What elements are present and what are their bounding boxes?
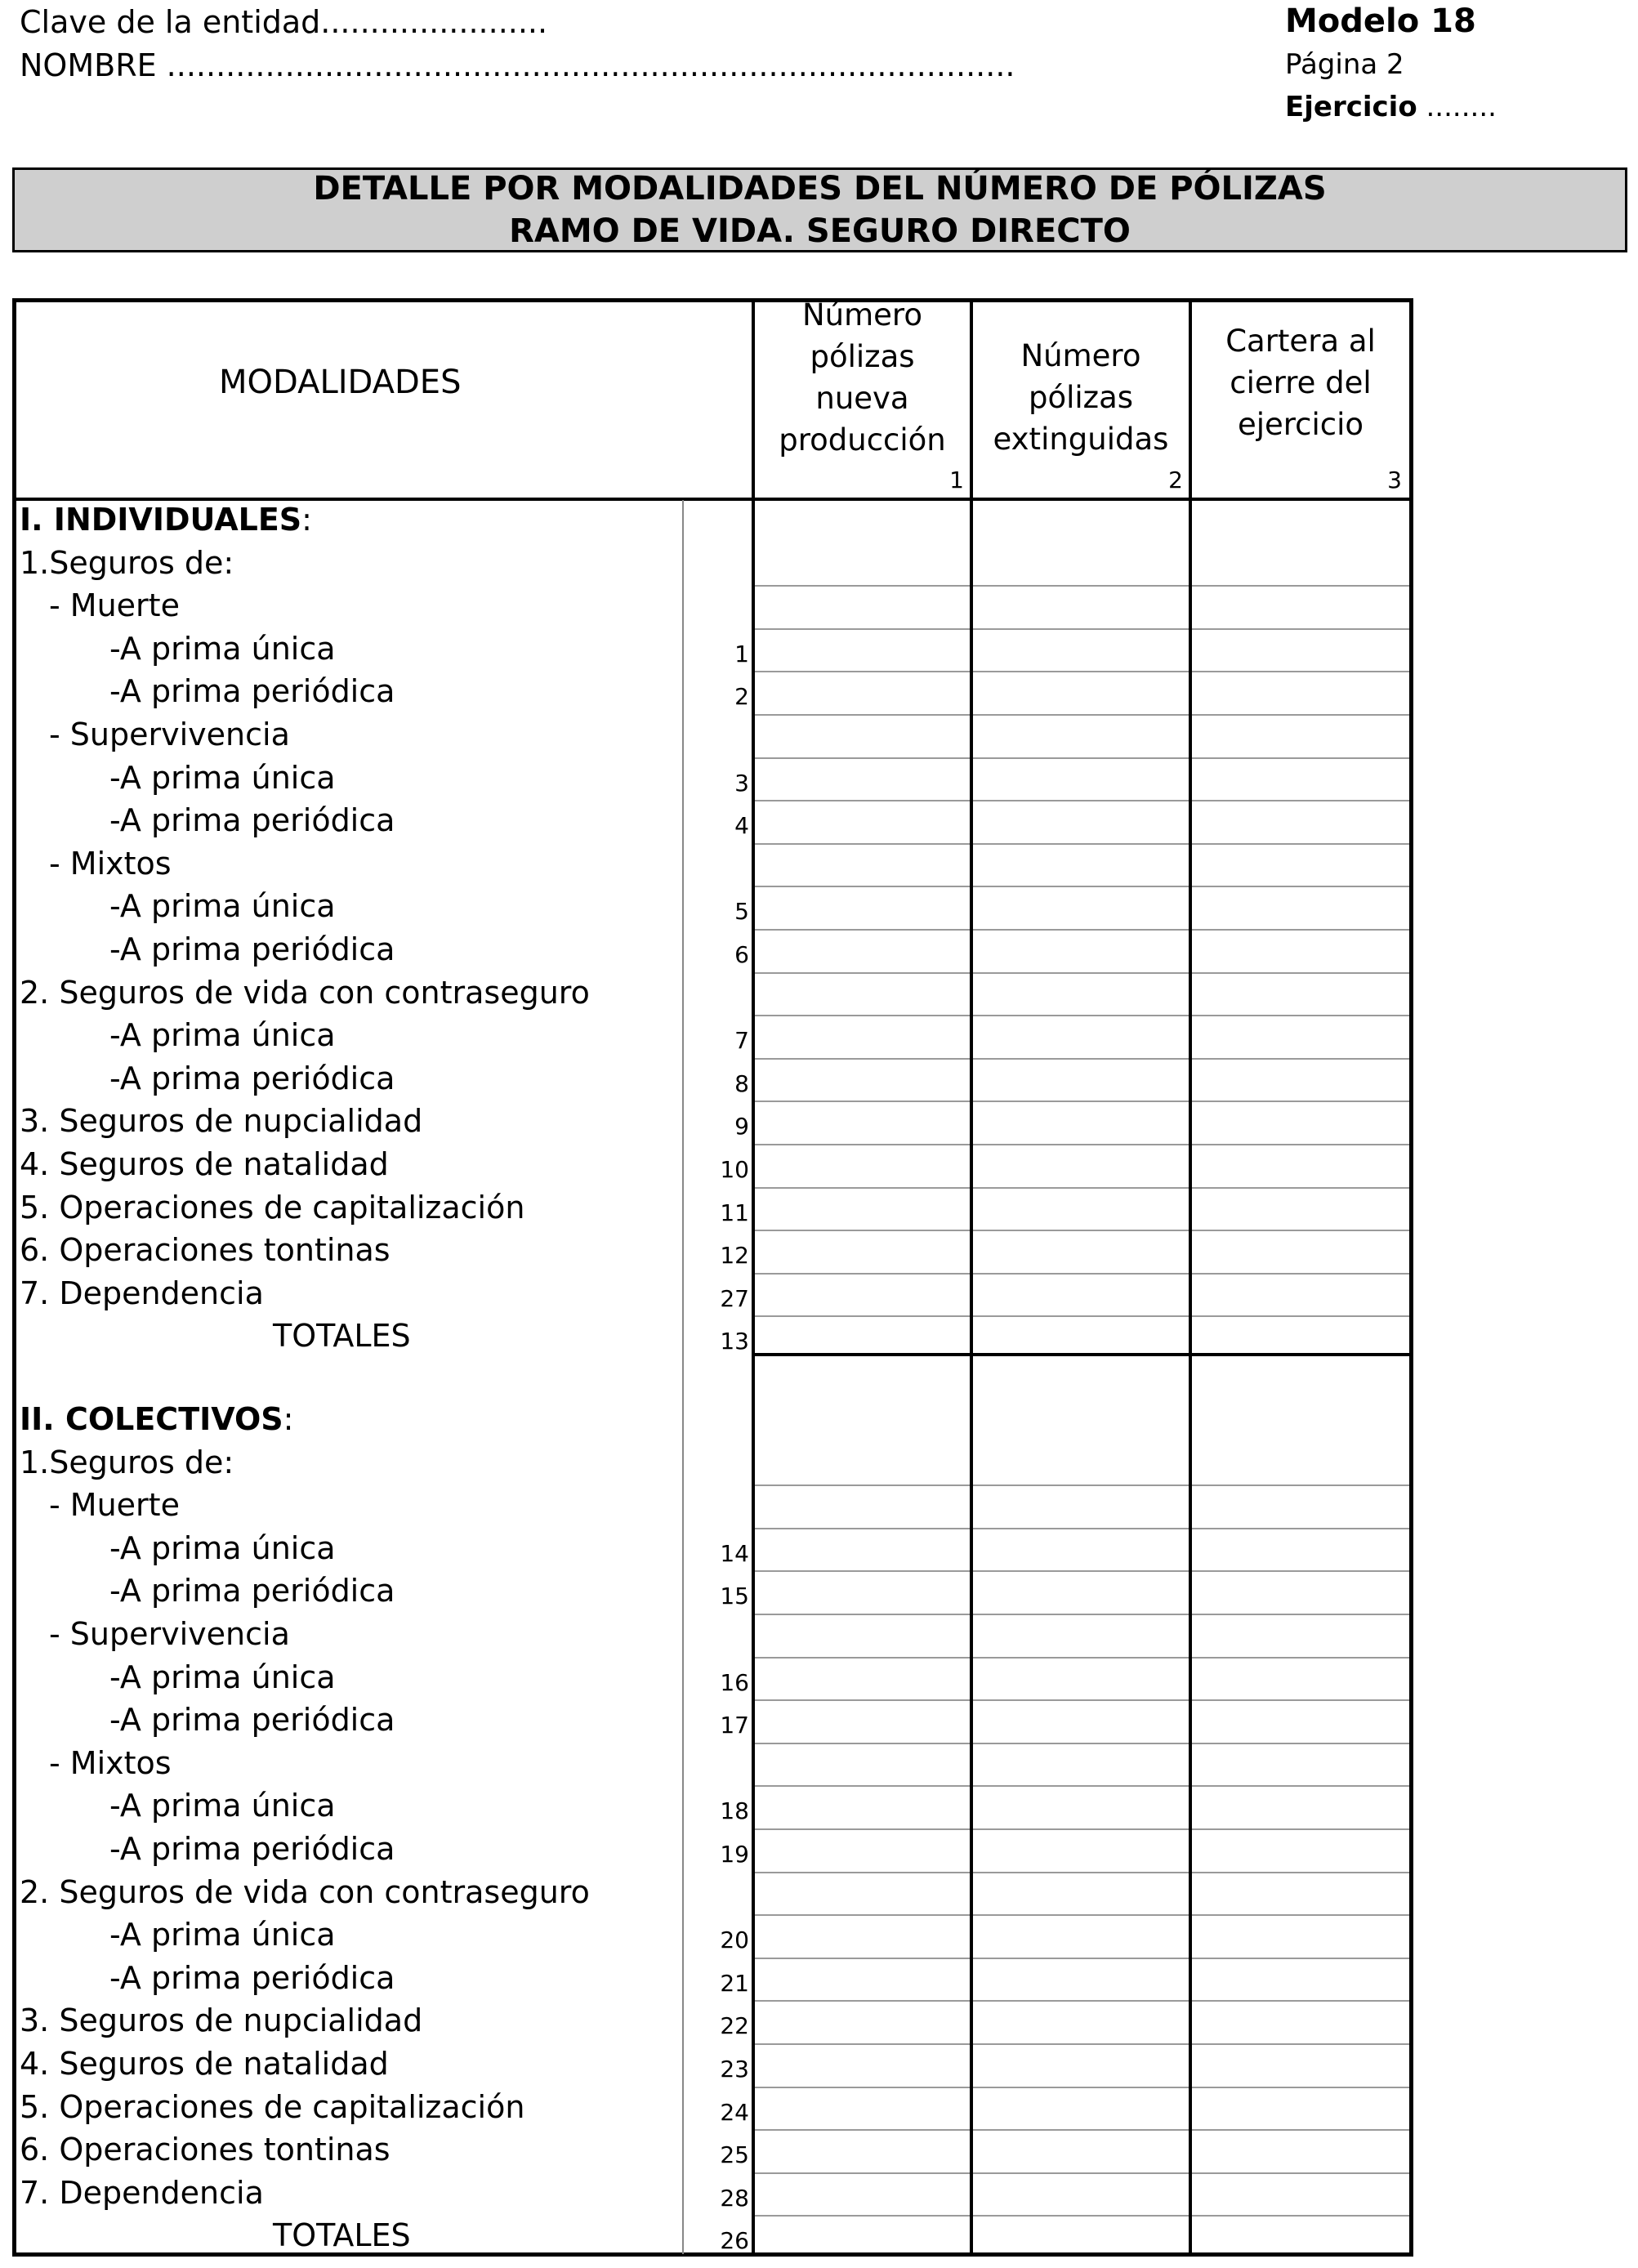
row-label: 4. Seguros de natalidad xyxy=(20,1146,389,1182)
row-code: 12 xyxy=(720,1242,749,1270)
input-cell[interactable] xyxy=(755,2087,970,2088)
row-code: 9 xyxy=(734,1113,749,1141)
row-code: 28 xyxy=(720,2184,749,2212)
row-label: -A prima periódica xyxy=(109,802,395,839)
totals-divider xyxy=(753,1353,1413,1356)
row-label: -A prima única xyxy=(109,1917,336,1953)
input-cell[interactable] xyxy=(755,2215,970,2217)
title-line1: DETALLE POR MODALIDADES DEL NÚMERO DE PÓLIZAS xyxy=(313,170,1327,208)
row-label: - Muerte xyxy=(49,1487,180,1524)
input-cell[interactable] xyxy=(1192,1743,1409,1744)
input-cell[interactable] xyxy=(1192,2000,1409,2002)
input-cell[interactable] xyxy=(1192,886,1409,887)
row-label: 7. Dependencia xyxy=(20,2174,264,2211)
title-banner xyxy=(12,167,1627,252)
col-header-1: Número pólizas nueva producción xyxy=(779,297,946,458)
input-cell[interactable] xyxy=(973,585,1189,587)
input-cell[interactable] xyxy=(755,671,970,672)
col-divider-3 xyxy=(1189,298,1192,2257)
row-label: - Supervivencia xyxy=(49,1616,290,1652)
input-cell[interactable] xyxy=(973,1528,1189,1529)
row-code: 1 xyxy=(734,640,749,667)
row-label: 5. Operaciones de capitalización xyxy=(20,2088,525,2125)
input-cell[interactable] xyxy=(973,1230,1189,1231)
row-label: -A prima periódica xyxy=(109,1959,395,1996)
input-cell[interactable] xyxy=(755,1570,970,1572)
input-cell[interactable] xyxy=(755,1058,970,1060)
input-cell[interactable] xyxy=(973,1785,1189,1787)
row-label: -A prima única xyxy=(109,1788,336,1824)
input-cell[interactable] xyxy=(755,1828,970,1830)
input-cell[interactable] xyxy=(755,1230,970,1231)
nombre-field: NOMBRE ...................................................................................... xyxy=(20,47,1015,83)
input-cell[interactable] xyxy=(973,1187,1189,1189)
input-cell[interactable] xyxy=(1192,2129,1409,2131)
row-label: 6. Operaciones tontinas xyxy=(20,1232,391,1269)
input-cell[interactable] xyxy=(755,2172,970,2174)
input-cell[interactable] xyxy=(1192,929,1409,931)
input-cell[interactable] xyxy=(1192,1015,1409,1016)
input-cell[interactable] xyxy=(1192,628,1409,630)
row-code: 23 xyxy=(720,2056,749,2083)
input-cell[interactable] xyxy=(973,1614,1189,1615)
row-code: 27 xyxy=(720,1284,749,1312)
input-cell[interactable] xyxy=(973,1914,1189,1916)
col-divider-1 xyxy=(752,298,755,2257)
row-code: 3 xyxy=(734,769,749,797)
ejercicio-field xyxy=(1285,93,1497,121)
row-code: 26 xyxy=(720,2227,749,2255)
row-label: 4. Seguros de natalidad xyxy=(20,2046,389,2082)
input-cell[interactable] xyxy=(1192,2087,1409,2088)
input-cell[interactable] xyxy=(1192,2172,1409,2174)
row-label: 3. Seguros de nupcialidad xyxy=(20,2002,423,2039)
input-cell[interactable] xyxy=(973,2172,1189,2174)
input-cell[interactable] xyxy=(755,1101,970,1102)
row-label: 5. Operaciones de capitalización xyxy=(20,1189,525,1226)
input-cell[interactable] xyxy=(973,2087,1189,2088)
input-cell[interactable] xyxy=(973,1058,1189,1060)
input-cell[interactable] xyxy=(973,972,1189,974)
input-cell[interactable] xyxy=(755,929,970,931)
row-label: 2. Seguros de vida con contraseguro xyxy=(20,974,590,1011)
ejercicio-label: Ejercicio xyxy=(1285,91,1417,123)
row-label: - Muerte xyxy=(49,587,180,624)
row-code: 21 xyxy=(720,1969,749,1997)
input-cell[interactable] xyxy=(755,628,970,630)
input-cell[interactable] xyxy=(973,2129,1189,2131)
row-code: 17 xyxy=(720,1712,749,1739)
col-header-2: Número pólizas extinguidas xyxy=(993,338,1169,457)
section1-title: I. INDIVIDUALES: xyxy=(20,502,312,538)
input-cell[interactable] xyxy=(755,1614,970,1615)
input-cell[interactable] xyxy=(1192,972,1409,974)
input-cell[interactable] xyxy=(1192,1230,1409,1231)
input-cell[interactable] xyxy=(973,843,1189,845)
input-cell[interactable] xyxy=(973,2000,1189,2002)
input-cell[interactable] xyxy=(755,1015,970,1016)
input-cell[interactable] xyxy=(755,1187,970,1189)
section1-title-text: I. INDIVIDUALES xyxy=(20,502,302,538)
row-code: 13 xyxy=(720,1328,749,1355)
input-cell[interactable] xyxy=(1192,1914,1409,1916)
input-cell[interactable] xyxy=(973,628,1189,630)
input-cell[interactable] xyxy=(755,1699,970,1701)
row-label: -A prima periódica xyxy=(109,931,395,967)
row-code: 2 xyxy=(734,683,749,711)
modalidades-header: MODALIDADES xyxy=(219,364,462,401)
input-cell[interactable] xyxy=(755,2000,970,2002)
col-divider-2 xyxy=(970,298,973,2257)
row-label: 6. Operaciones tontinas xyxy=(20,2132,391,2168)
input-cell[interactable] xyxy=(755,1872,970,1873)
input-cell[interactable] xyxy=(755,757,970,759)
input-cell[interactable] xyxy=(755,1657,970,1659)
input-cell[interactable] xyxy=(755,886,970,887)
input-cell[interactable] xyxy=(755,972,970,974)
row-code: 15 xyxy=(720,1583,749,1610)
input-cell[interactable] xyxy=(973,757,1189,759)
input-cell[interactable] xyxy=(973,1828,1189,1830)
row-label: -A prima periódica xyxy=(109,1702,395,1739)
input-cell[interactable] xyxy=(1192,714,1409,716)
input-cell[interactable] xyxy=(1192,1785,1409,1787)
input-cell[interactable] xyxy=(755,1315,970,1317)
input-cell[interactable] xyxy=(973,929,1189,931)
row-label: 2. Seguros de vida con contraseguro xyxy=(20,1873,590,1910)
row-label: -A prima única xyxy=(109,1529,336,1566)
input-cell[interactable] xyxy=(1192,1187,1409,1189)
input-cell[interactable] xyxy=(755,1958,970,1959)
row-code: 4 xyxy=(734,812,749,840)
input-cell[interactable] xyxy=(1192,1570,1409,1572)
input-cell[interactable] xyxy=(755,1484,970,1486)
row-label: -A prima única xyxy=(109,1017,336,1054)
input-cell[interactable] xyxy=(755,1144,970,1145)
input-cell[interactable] xyxy=(755,1743,970,1744)
row-label: -A prima periódica xyxy=(109,673,395,710)
input-cell[interactable] xyxy=(1192,1315,1409,1317)
input-cell[interactable] xyxy=(755,843,970,845)
col-number-2: 2 xyxy=(1168,467,1183,493)
input-cell[interactable] xyxy=(755,714,970,716)
row-code: 11 xyxy=(720,1199,749,1226)
modelo-label: Modelo 18 xyxy=(1285,2,1476,40)
input-cell[interactable] xyxy=(973,671,1189,672)
input-cell[interactable] xyxy=(973,1570,1189,1572)
input-cell[interactable] xyxy=(973,2043,1189,2045)
code-divider xyxy=(682,500,684,2254)
input-cell[interactable] xyxy=(1192,843,1409,845)
input-cell[interactable] xyxy=(755,2043,970,2045)
input-cell[interactable] xyxy=(1192,1273,1409,1275)
pagina-label: Página 2 xyxy=(1285,48,1404,81)
row-label: TOTALES xyxy=(273,2217,411,2254)
input-cell[interactable] xyxy=(973,1484,1189,1486)
input-cell[interactable] xyxy=(755,1528,970,1529)
row-code: 18 xyxy=(720,1797,749,1825)
input-cell[interactable] xyxy=(973,1657,1189,1659)
row-code: 20 xyxy=(720,1926,749,1954)
input-cell[interactable] xyxy=(1192,1614,1409,1615)
header-divider xyxy=(12,498,1413,501)
row-label: - Mixtos xyxy=(49,845,172,882)
row-label: 1.Seguros de: xyxy=(20,544,234,581)
input-cell[interactable] xyxy=(973,1144,1189,1145)
input-cell[interactable] xyxy=(973,1273,1189,1275)
input-cell[interactable] xyxy=(973,1958,1189,1959)
input-cell[interactable] xyxy=(1192,1958,1409,1959)
input-cell[interactable] xyxy=(755,2129,970,2131)
input-cell[interactable] xyxy=(1192,1101,1409,1102)
col-number-3: 3 xyxy=(1387,467,1402,493)
input-cell[interactable] xyxy=(755,800,970,801)
row-label: - Mixtos xyxy=(49,1744,172,1781)
row-code: 14 xyxy=(720,1539,749,1567)
row-code: 10 xyxy=(720,1156,749,1183)
row-label: -A prima periódica xyxy=(109,1831,395,1867)
input-cell[interactable] xyxy=(1192,1058,1409,1060)
input-cell[interactable] xyxy=(755,1914,970,1916)
clave-entidad: Clave de la entidad....................... xyxy=(20,4,548,40)
input-cell[interactable] xyxy=(1192,1484,1409,1486)
input-cell[interactable] xyxy=(973,1743,1189,1744)
row-label: 7. Dependencia xyxy=(20,1275,264,1311)
input-cell[interactable] xyxy=(973,800,1189,801)
row-code: 19 xyxy=(720,1841,749,1868)
input-cell[interactable] xyxy=(973,1872,1189,1873)
input-cell[interactable] xyxy=(755,1273,970,1275)
input-cell[interactable] xyxy=(1192,1657,1409,1659)
row-label: - Supervivencia xyxy=(49,717,290,752)
input-cell[interactable] xyxy=(1192,757,1409,759)
input-cell[interactable] xyxy=(973,1015,1189,1016)
row-code: 8 xyxy=(734,1069,749,1097)
title-line2: RAMO DE VIDA. SEGURO DIRECTO xyxy=(509,212,1131,250)
input-cell[interactable] xyxy=(1192,1828,1409,1830)
section2-title: II. COLECTIVOS: xyxy=(20,1401,294,1437)
input-cell[interactable] xyxy=(1192,1699,1409,1701)
row-code: 25 xyxy=(720,2141,749,2169)
row-label: TOTALES xyxy=(273,1318,411,1355)
input-cell[interactable] xyxy=(1192,800,1409,801)
row-label: -A prima única xyxy=(109,630,336,667)
input-cell[interactable] xyxy=(1192,2215,1409,2217)
row-code: 24 xyxy=(720,2098,749,2126)
ejercicio-dots: ........ xyxy=(1426,91,1497,123)
row-label: 1.Seguros de: xyxy=(20,1444,234,1480)
input-cell[interactable] xyxy=(1192,671,1409,672)
input-cell[interactable] xyxy=(973,886,1189,887)
row-label: 3. Seguros de nupcialidad xyxy=(20,1103,423,1140)
row-label: -A prima única xyxy=(109,759,336,796)
input-cell[interactable] xyxy=(755,1785,970,1787)
section2-title-text: II. COLECTIVOS xyxy=(20,1401,283,1437)
row-code: 5 xyxy=(734,898,749,926)
input-cell[interactable] xyxy=(973,1699,1189,1701)
col-number-1: 1 xyxy=(949,467,964,493)
row-label: -A prima única xyxy=(109,1659,336,1695)
row-code: 22 xyxy=(720,2012,749,2040)
row-code: 16 xyxy=(720,1668,749,1696)
input-cell[interactable] xyxy=(1192,1872,1409,1873)
col-header-3: Cartera al cierre del ejercicio xyxy=(1225,324,1376,442)
input-cell[interactable] xyxy=(1192,1144,1409,1145)
input-cell[interactable] xyxy=(973,1101,1189,1102)
input-cell[interactable] xyxy=(973,714,1189,716)
input-cell[interactable] xyxy=(1192,1528,1409,1529)
row-code: 7 xyxy=(734,1027,749,1055)
input-cell[interactable] xyxy=(1192,585,1409,587)
row-label: -A prima periódica xyxy=(109,1060,395,1096)
input-cell[interactable] xyxy=(1192,2043,1409,2045)
row-label: -A prima única xyxy=(109,888,336,925)
input-cell[interactable] xyxy=(973,1315,1189,1317)
row-label: -A prima periódica xyxy=(109,1573,395,1609)
input-cell[interactable] xyxy=(973,2215,1189,2217)
row-code: 6 xyxy=(734,941,749,968)
input-cell[interactable] xyxy=(755,585,970,587)
